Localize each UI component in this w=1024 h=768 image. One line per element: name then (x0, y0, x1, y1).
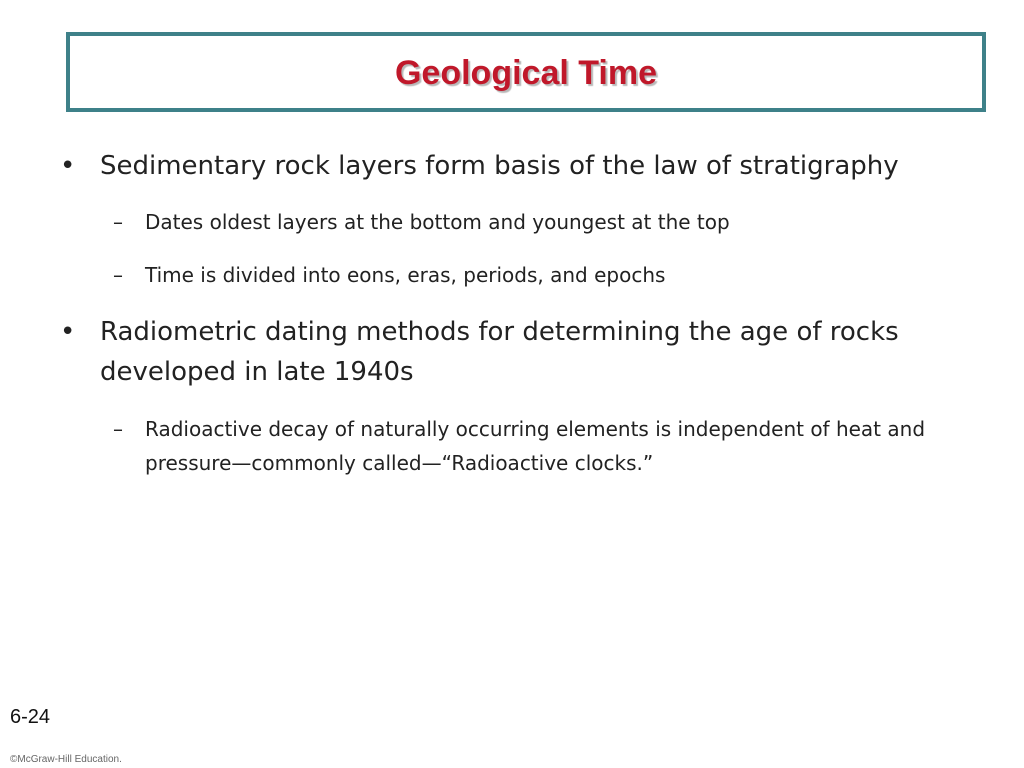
sub-bullet-text: Dates oldest layers at the bottom and youngest at the top (145, 210, 730, 234)
bullet-text: Sedimentary rock layers form basis of the law of stratigraphy (100, 151, 899, 181)
bullet-text: Radiometric dating methods for determining the age of rocks developed in late 1940s (100, 317, 899, 387)
sub-bullet-text: Radioactive decay of naturally occurring elements is independent of heat and pressure—commonly called—“Radioactive clocks.” (145, 417, 926, 475)
sub-bullet-marker: – (113, 263, 123, 287)
copyright-notice: ©McGraw-Hill Education. (10, 754, 122, 765)
title-frame (66, 32, 986, 112)
slide-number: 6-24 (10, 706, 51, 728)
sub-bullet-marker: – (113, 210, 123, 234)
sub-bullet-marker: – (113, 417, 123, 441)
sub-bullet-text: Time is divided into eons, eras, periods, and epochs (145, 263, 666, 287)
bullet-marker: • (60, 317, 76, 347)
slide-title: Geological Time (394, 54, 657, 92)
bullet-marker: • (60, 151, 76, 181)
